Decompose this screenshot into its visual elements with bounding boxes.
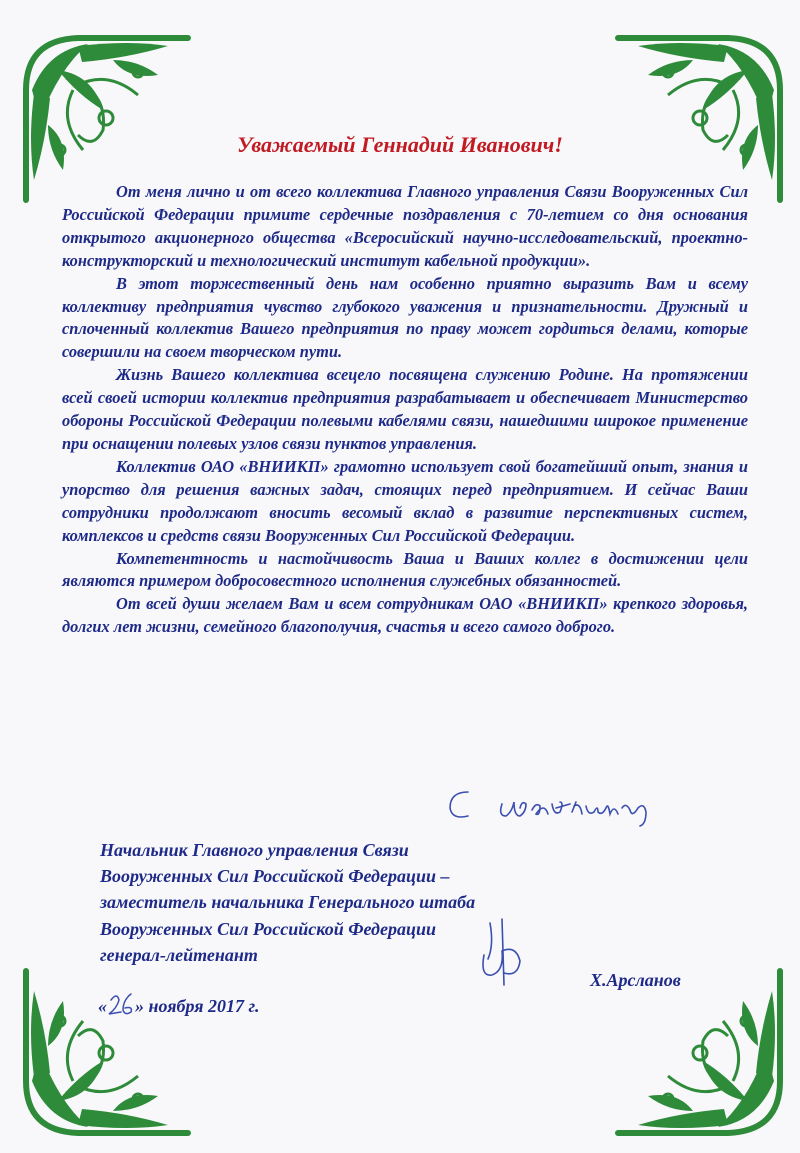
signatory-title-line: Начальник Главного управления Связи bbox=[100, 840, 409, 860]
date-rest: » ноября 2017 г. bbox=[135, 996, 260, 1016]
signatory-title-line: Вооруженных Сил Российской Федерации bbox=[100, 918, 437, 939]
signatory-title-line: Вооруженных Сил Российской Федерации – bbox=[100, 866, 450, 887]
paragraph: Компетентность и настойчивость Ваша и Ваших коллег в достижении цели являются примером добросовестного исполнения служебных обязанностей. bbox=[62, 548, 748, 591]
corner-ornament-icon bbox=[613, 966, 788, 1141]
handwritten-regards bbox=[440, 782, 670, 832]
date-open-quote: « bbox=[98, 996, 107, 1016]
date-day-handwritten bbox=[107, 994, 135, 1016]
paragraph: Жизнь Вашего коллектива всецело посвящена служению Родине. На протяжении всей своей истории коллектив предприятия разрабатывает и обеспечивает Министерство обороны Российской Федерации полевыми кабелями связи, нашедшими широкое применение при оснащении полевых узлов связи пунктов управления. bbox=[62, 365, 748, 453]
paragraph: В этот торжественный день нам особенно приятно выразить Вам и всему коллективу предприятия чувство глубокого уважения и признательности. Дружный и сплоченный коллектив Вашего предприятия по праву может гордиться делами, которые совершили на своем творческом пути. bbox=[62, 273, 748, 362]
letter-body bbox=[62, 181, 748, 639]
letter-date bbox=[98, 994, 259, 1017]
corner-ornament-icon bbox=[613, 30, 788, 205]
paragraph: От меня лично и от всего коллектива Главного управления Связи Вооруженных Сил Российской Федерации примите сердечные поздравления с 70-летием со дня основания открытого акционерного общества «Всеросийский научно-исследовательский, проектно-конструкторский и технологический институт кабельной продукции». bbox=[62, 182, 748, 270]
paragraph: Коллектив ОАО «ВНИИКП» грамотно использует свой богатейший опыт, знания и упорство для решения важных задач, стоящих перед предприятием. И сейчас Ваши сотрудники продолжают вносить весомый вклад в развитие перспективных систем, комплексов и средств связи Вооруженных Сил Российской Федерации. bbox=[62, 456, 748, 545]
signatory-rank: генерал-лейтенант bbox=[100, 944, 258, 965]
paragraph: От всей души желаем Вам и всем сотрудникам ОАО «ВНИИКП» крепкого здоровья, долгих лет жизни, семейного благополучия, счастья и всего самого доброго. bbox=[62, 594, 748, 637]
signatory-title-line: заместитель начальника Генерального штаба bbox=[100, 892, 476, 913]
signatory-name: Х.Арсланов bbox=[590, 970, 681, 990]
signature bbox=[470, 915, 530, 990]
salutation: Уважаемый Геннадий Иванович! bbox=[237, 132, 563, 157]
corner-ornament-icon bbox=[18, 30, 193, 205]
